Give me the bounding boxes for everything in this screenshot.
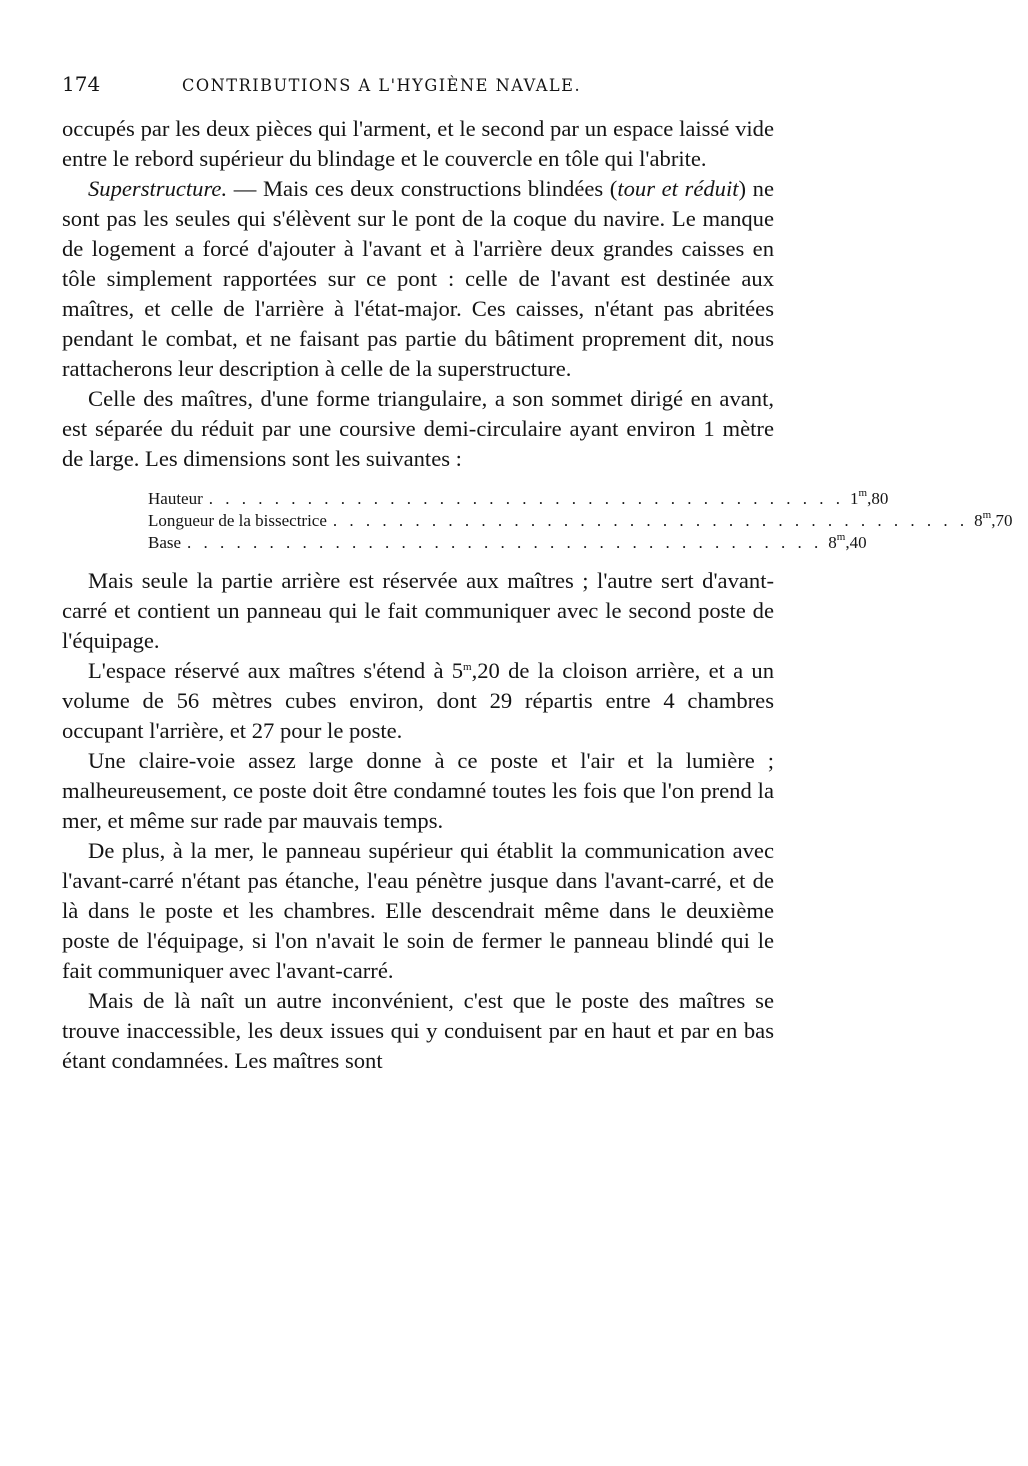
paragraph-text: — Mais ces deux constructions blindées ( <box>227 176 618 201</box>
leader-dots: . . . . . . . . . . . . . . . . . . . . . . . . . . . . . . . . . . . . . . . <box>332 511 969 530</box>
book-page <box>62 72 1013 1076</box>
dimension-value: 1$^m$,80 <box>850 487 889 508</box>
paragraph-text: ,20 de la cloison arrière, et a un volume de 56 mètres cubes environ, dont 29 répartis entre 4 chambres occupant l'arrière, et 27 pour le poste. <box>62 658 775 743</box>
paragraph: Une claire-voie assez large donne à ce poste et l'air et la lumière ; malheureusement, ce poste doit être condamné toutes les fois que l'on prend la mer, et même sur rade par mauvais temps. <box>62 748 774 833</box>
paragraph: occupés par les deux pièces qui l'arment, et le second par un espace laissé vide entre le rebord supérieur du blindage et le couvercle en tôle qui l'abrite. <box>62 116 774 171</box>
dimension-row <box>148 509 1013 532</box>
dimension-label: Hauteur <box>148 489 203 508</box>
unit-superscript: m <box>463 661 472 673</box>
dimension-label: Longueur de la bissectrice <box>148 511 327 530</box>
page-header <box>62 74 774 108</box>
paragraph: Mais seule la partie arrière est réservée aux maîtres ; l'autre sert d'avant-carré et contient un panneau qui le fait communiquer avec le second poste de l'équipage. <box>62 568 774 653</box>
body-text <box>62 114 1013 1076</box>
running-title: CONTRIBUTIONS A L'HYGIÈNE NAVALE. <box>182 76 582 96</box>
paragraph: De plus, à la mer, le panneau supérieur qui établit la communication avec l'avant-carré n'étant pas étanche, l'eau pénètre jusque dans l'avant-carré, et de là dans le poste et les chambres. Elle descendrait même dans le deuxième poste de l'équipage, si l'on n'avait le soin de fermer le panneau blindé qui le fait communiquer avec l'avant-carré. <box>62 838 774 983</box>
paragraph-text: ) ne sont pas les seules qui s'élèvent sur le pont de la coque du navire. Le manque de logement a forcé d'ajouter à l'avant et à l'arrière deux grandes caisses en tôle simplement rapportées sur ce pont : celle de l'avant est destinée aux maîtres, et celle de l'arrière à l'état-major. Ces caisses, n'étant pas abritées pendant le combat, et ne faisant pas partie du bâtiment proprement dit, nous rattacherons leur description à celle de la superstructure. <box>62 176 774 381</box>
paragraph-superstructure <box>62 174 774 384</box>
italic-term: tour et réduit <box>617 176 739 201</box>
dimension-value: 8$^m$,70 <box>974 509 1013 530</box>
paragraph-volume <box>62 656 774 746</box>
leader-dots: . . . . . . . . . . . . . . . . . . . . . . . . . . . . . . . . . . . . . . . <box>208 489 845 508</box>
dimension-row <box>148 531 867 554</box>
page-number: 174 <box>62 72 101 96</box>
dimension-row <box>148 487 889 510</box>
paragraph-text: L'espace réservé aux maîtres s'étend à 5 <box>88 658 464 683</box>
dimension-value: 8$^m$,40 <box>828 531 867 552</box>
dimensions-table <box>148 487 1013 554</box>
section-heading: Superstructure. <box>88 176 228 201</box>
paragraph: Celle des maîtres, d'une forme triangulaire, a son sommet dirigé en avant, est séparée du réduit par une coursive demi-circulaire ayant environ 1 mètre de large. Les dimensions sont les suivantes : <box>62 386 774 471</box>
paragraph: Mais de là naît un autre inconvénient, c'est que le poste des maîtres se trouve inaccessible, les deux issues qui y conduisent par en haut et par en bas étant condamnées. Les maîtres sont <box>62 988 774 1073</box>
leader-dots: . . . . . . . . . . . . . . . . . . . . . . . . . . . . . . . . . . . . . . . <box>187 533 823 552</box>
dimension-label: Base <box>148 533 182 552</box>
